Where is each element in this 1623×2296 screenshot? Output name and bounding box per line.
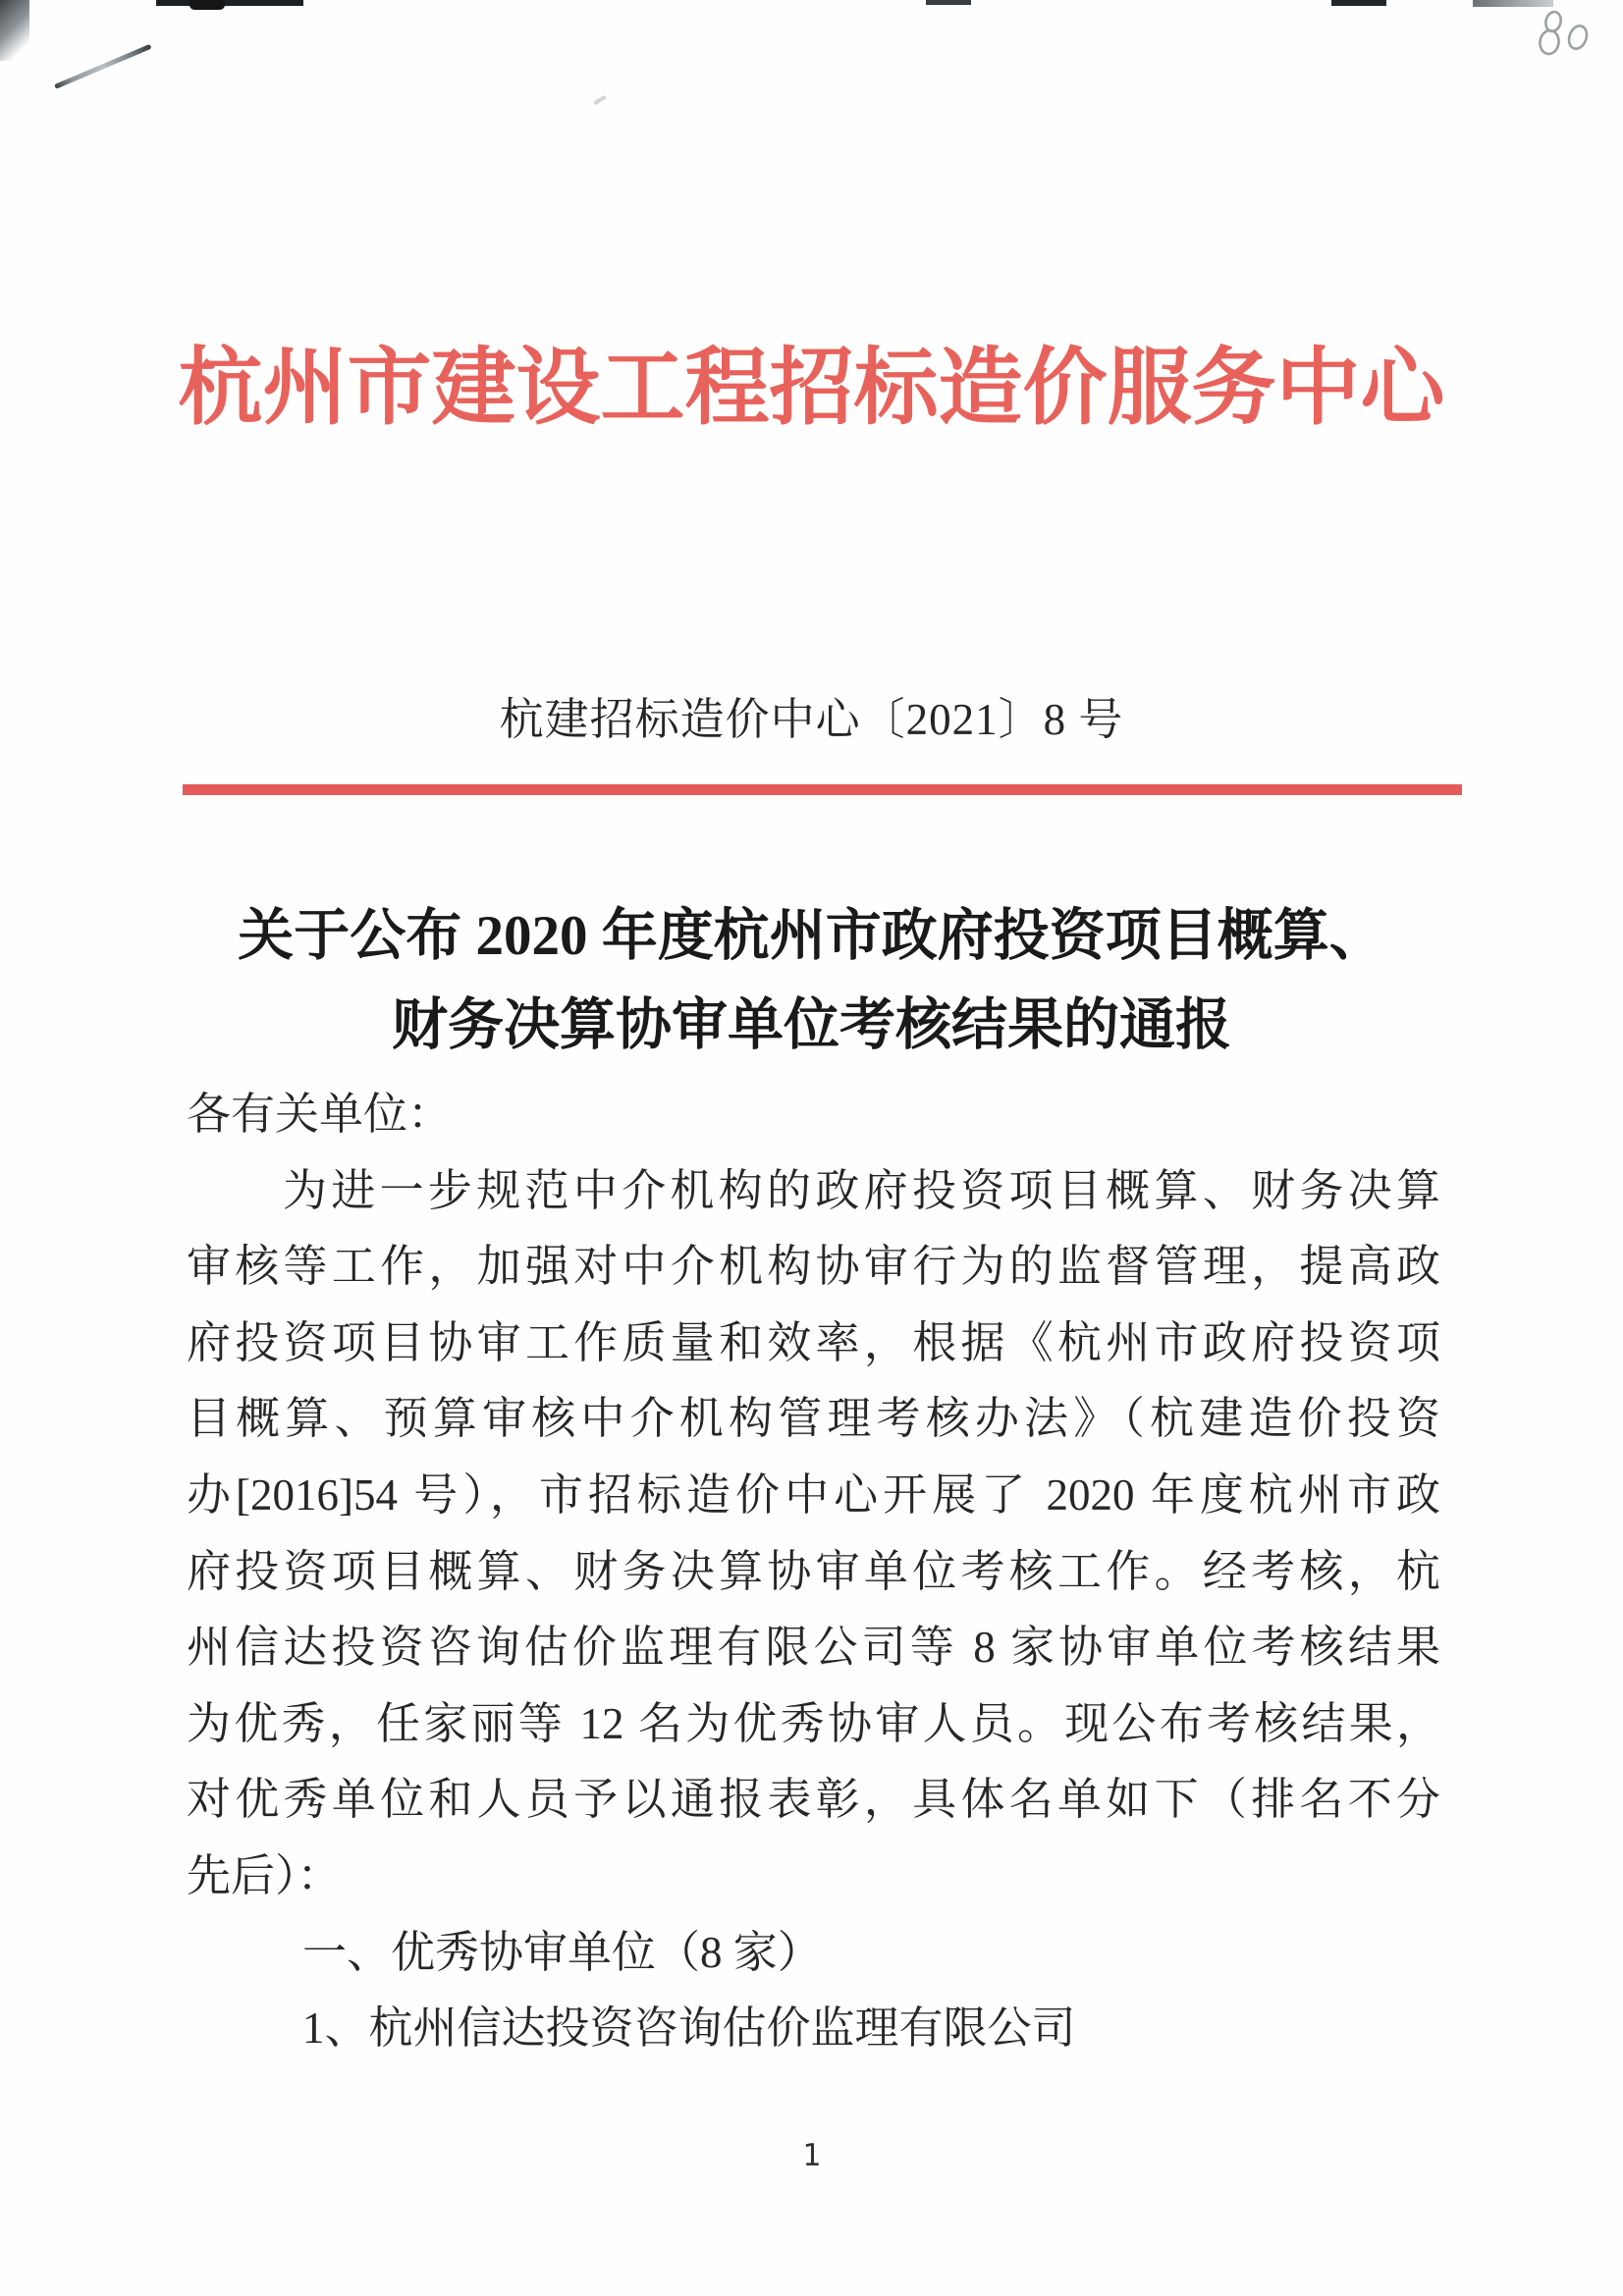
body-line: 办[2016]54 号），市招标造价中心开展了 2020 年度杭州市政: [187, 1469, 1440, 1520]
scan-edge-mark: [926, 0, 971, 5]
document-title-line1: 关于公布 2020 年度杭州市政府投资项目概算、: [238, 905, 1385, 967]
page-number: 1: [802, 2138, 821, 2173]
list-item: 1、杭州信达投资咨询估价监理有限公司: [302, 2003, 1076, 2054]
document-title-line2: 财务决算协审单位考核结果的通报: [392, 994, 1231, 1056]
doc-number: 杭建招标造价中心〔2021〕8 号: [499, 695, 1124, 744]
scan-smudge: [593, 95, 607, 106]
body-line: 审核等工作，加强对中介机构协审行为的监督管理，提高政: [187, 1242, 1440, 1292]
scan-edge-mark: [189, 0, 225, 10]
body-line: 府投资项目概算、财务决算协审单位考核工作。经考核，杭: [187, 1546, 1440, 1596]
body-line: 为优秀，任家丽等 12 名为优秀协审人员。现公布考核结果，: [187, 1698, 1440, 1748]
org-title: 杭州市建设工程招标造价服务中心: [178, 341, 1445, 435]
pencil-stroke-mark: [54, 44, 152, 89]
scan-corner-shadow: [0, 0, 29, 61]
body-line: 目概算、预算审核中介机构管理考核办法》（杭建造价投资: [187, 1394, 1440, 1444]
body-line: 对优秀单位和人员予以通报表彰，具体名单如下（排名不分: [187, 1775, 1440, 1825]
document-body: [187, 1077, 1440, 2067]
body-line: 为进一步规范中介机构的政府投资项目概算、财务决算: [283, 1165, 1440, 1215]
handwritten-80-annotation: [1534, 8, 1598, 73]
body-line: 府投资项目协审工作质量和效率，根据《杭州市政府投资项: [187, 1317, 1440, 1367]
scan-edge-mark: [1331, 0, 1386, 6]
salutation: 各有关单位：: [187, 1090, 453, 1139]
scan-edge-mark: [156, 0, 303, 6]
red-divider-rule: [183, 784, 1462, 795]
section-heading: 一、优秀协审单位（8 家）: [302, 1927, 822, 1977]
document-title: [0, 891, 1623, 1070]
body-line: 州信达投资咨询估价监理有限公司等 8 家协审单位考核结果: [187, 1623, 1440, 1673]
body-line: 先后）：: [187, 1850, 342, 1900]
scan-edge-mark: [1473, 0, 1553, 7]
